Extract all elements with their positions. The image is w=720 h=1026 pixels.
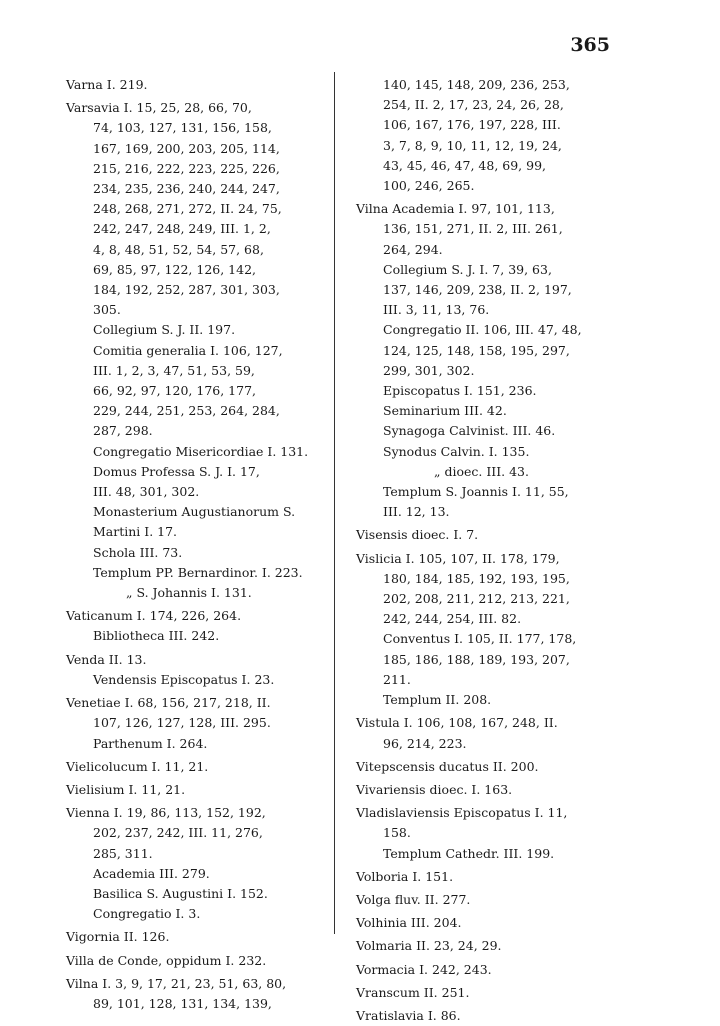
index-entry-line: Vislicia I. 105, 107, II. 178, 179, bbox=[356, 550, 560, 566]
index-entry-line: Martini I. 17. bbox=[93, 524, 178, 540]
index-entry-line: III. 12, 13. bbox=[383, 504, 450, 520]
index-entry-line: Vendensis Episcopatus I. 23. bbox=[93, 671, 275, 687]
index-entry-line: „ dioec. III. 43. bbox=[434, 463, 529, 479]
index-entry-line: 136, 151, 271, II. 2, III. 261, bbox=[383, 221, 563, 237]
index-entry-line: Vistula I. 106, 108, 167, 248, II. bbox=[356, 715, 558, 731]
index-entry-line: 185, 186, 188, 189, 193, 207, bbox=[383, 651, 570, 667]
index-entry-line: Vilna Academia I. 97, 101, 113, bbox=[356, 201, 555, 217]
index-entry-line: Villa de Conde, oppidum I. 232. bbox=[66, 952, 267, 968]
index-entry-line: Vienna I. 19, 86, 113, 152, 192, bbox=[66, 805, 266, 821]
index-entry-line: 215, 216, 222, 223, 225, 226, bbox=[93, 160, 280, 176]
index-entry-line: 242, 244, 254, III. 82. bbox=[383, 611, 522, 627]
index-entry-line: 285, 311. bbox=[93, 845, 153, 861]
index-entry-line: Volhinia III. 204. bbox=[356, 915, 462, 931]
index-entry-line: 89, 101, 128, 131, 134, 139, bbox=[93, 995, 272, 1011]
index-entry-line: Congregatio I. 3. bbox=[93, 906, 201, 922]
index-entry-line: Bibliotheca III. 242. bbox=[93, 628, 220, 644]
index-entry-line: Seminarium III. 42. bbox=[383, 403, 507, 419]
index-entry-line: Vivariensis dioec. I. 163. bbox=[356, 781, 513, 797]
index-entry-line: 4, 8, 48, 51, 52, 54, 57, 68, bbox=[93, 241, 264, 257]
index-entry-line: Vielicolucum I. 11, 21. bbox=[66, 758, 209, 774]
index-entry-line: 305. bbox=[93, 302, 121, 318]
index-entry-line: Schola III. 73. bbox=[93, 544, 183, 560]
index-entry-line: III. 3, 11, 13, 76. bbox=[383, 302, 490, 318]
index-column-right bbox=[356, 75, 611, 1026]
index-entry-line: Volboria I. 151. bbox=[356, 868, 454, 884]
index-entry-line: Venetiae I. 68, 156, 217, 218, II. bbox=[66, 695, 271, 711]
index-entry-line: Venda II. 13. bbox=[66, 651, 147, 667]
index-entry-line: Monasterium Augustianorum S. bbox=[93, 504, 296, 520]
index-entry-line: Templum Cathedr. III. 199. bbox=[383, 845, 555, 861]
index-entry-line: Episcopatus I. 151, 236. bbox=[383, 383, 537, 399]
index-entry-line: „ S. Johannis I. 131. bbox=[126, 585, 252, 601]
index-entry-line: Volmaria II. 23, 24, 29. bbox=[356, 938, 502, 954]
index-entry-line: 202, 208, 211, 212, 213, 221, bbox=[383, 591, 570, 607]
index-entry-line: Collegium S. J. I. 7, 39, 63, bbox=[383, 261, 552, 277]
index-entry-line: 74, 103, 127, 131, 156, 158, bbox=[93, 120, 272, 136]
index-entry-line: Comitia generalia I. 106, 127, bbox=[93, 342, 283, 358]
index-entry-line: Vranscum II. 251. bbox=[356, 984, 470, 1000]
index-entry-line: Templum II. 208. bbox=[383, 692, 492, 708]
index-entry-line: 100, 246, 265. bbox=[383, 178, 475, 194]
index-entry-line: 66, 92, 97, 120, 176, 177, bbox=[93, 383, 257, 399]
index-entry-line: Vaticanum I. 174, 226, 264. bbox=[66, 608, 242, 624]
index-entry-line: 287, 298. bbox=[93, 423, 153, 439]
index-entry-line: Varna I. 219. bbox=[66, 77, 148, 92]
index-entry-line: 242, 247, 248, 249, III. 1, 2, bbox=[93, 221, 271, 237]
index-entry-line: Vladislaviensis Episcopatus I. 11, bbox=[356, 805, 568, 821]
index-entry-line: 137, 146, 209, 238, II. 2, 197, bbox=[383, 282, 572, 298]
index-entry-line: 167, 169, 200, 203, 205, 114, bbox=[93, 140, 280, 156]
index-entry-line: Vielisium I. 11, 21. bbox=[66, 781, 186, 797]
index-entry-line: Parthenum I. 264. bbox=[93, 735, 208, 751]
index-entry-line: 254, II. 2, 17, 23, 24, 26, 28, bbox=[383, 97, 564, 113]
index-entry-line: 229, 244, 251, 253, 264, 284, bbox=[93, 403, 280, 419]
index-entry-line: Congregatio Misericordiae I. 131. bbox=[93, 443, 309, 459]
index-entry-line: Domus Professa S. J. I. 17, bbox=[93, 463, 260, 479]
page-number: 365 bbox=[570, 34, 610, 56]
index-entry-line: 234, 235, 236, 240, 244, 247, bbox=[93, 181, 280, 197]
index-entry-line: 124, 125, 148, 158, 195, 297, bbox=[383, 342, 570, 358]
index-entry-line: 107, 126, 127, 128, III. 295. bbox=[93, 715, 271, 731]
column-divider bbox=[334, 72, 335, 934]
index-entry-line: Templum S. Joannis I. 11, 55, bbox=[383, 484, 569, 500]
index-entry-line: Vormacia I. 242, 243. bbox=[356, 961, 492, 977]
index-entry-line: 106, 167, 176, 197, 228, III. bbox=[383, 117, 561, 133]
index-entry-line: 180, 184, 185, 192, 193, 195, bbox=[383, 570, 570, 586]
index-entry-line: 202, 237, 242, III. 11, 276, bbox=[93, 825, 263, 841]
index-entry-line: Volga fluv. II. 277. bbox=[356, 891, 471, 907]
index-entry-line: Basilica S. Augustini I. 152. bbox=[93, 885, 268, 901]
index-entry-line: Templum PP. Bernardinor. I. 223. bbox=[93, 564, 303, 580]
index-entry-line: 158. bbox=[383, 825, 411, 841]
index-entry-line: Varsavia I. 15, 25, 28, 66, 70, bbox=[66, 100, 252, 116]
index-entry-line: 3, 7, 8, 9, 10, 11, 12, 19, 24, bbox=[383, 137, 562, 153]
index-entry-line: Conventus I. 105, II. 177, 178, bbox=[383, 631, 577, 647]
index-entry-line: 43, 45, 46, 47, 48, 69, 99, bbox=[383, 157, 546, 173]
index-entry-line: 299, 301, 302. bbox=[383, 362, 475, 378]
index-entry-line: 69, 85, 97, 122, 126, 142, bbox=[93, 261, 257, 277]
index-entry-line: Congregatio II. 106, III. 47, 48, bbox=[383, 322, 582, 338]
index-entry-line: 248, 268, 271, 272, II. 24, 75, bbox=[93, 201, 282, 217]
index-entry-line: III. 48, 301, 302. bbox=[93, 484, 200, 500]
index-entry-line: Vitepscensis ducatus II. 200. bbox=[356, 758, 539, 774]
index-entry-line: Vigornia II. 126. bbox=[66, 929, 170, 945]
index-entry-line: 184, 192, 252, 287, 301, 303, bbox=[93, 282, 280, 298]
index-column-left bbox=[66, 75, 316, 1014]
index-entry-line: Synodus Calvin. I. 135. bbox=[383, 443, 530, 459]
index-entry-line: Academia III. 279. bbox=[93, 865, 210, 881]
index-entry-line: 96, 214, 223. bbox=[383, 735, 467, 751]
index-entry-line: Vilna I. 3, 9, 17, 21, 23, 51, 63, 80, bbox=[66, 975, 287, 991]
index-entry-line: III. 1, 2, 3, 47, 51, 53, 59, bbox=[93, 362, 255, 378]
index-entry-line: Synagoga Calvinist. III. 46. bbox=[383, 423, 556, 439]
index-entry-line: Collegium S. J. II. 197. bbox=[93, 322, 236, 338]
index-entry-line: Vratislavia I. 86. bbox=[356, 1007, 461, 1023]
index-entry-line: Visensis dioec. I. 7. bbox=[356, 527, 479, 543]
index-entry-line: 140, 145, 148, 209, 236, 253, bbox=[383, 77, 570, 92]
index-entry-line: 264, 294. bbox=[383, 241, 443, 257]
index-entry-line: 211. bbox=[383, 671, 411, 687]
